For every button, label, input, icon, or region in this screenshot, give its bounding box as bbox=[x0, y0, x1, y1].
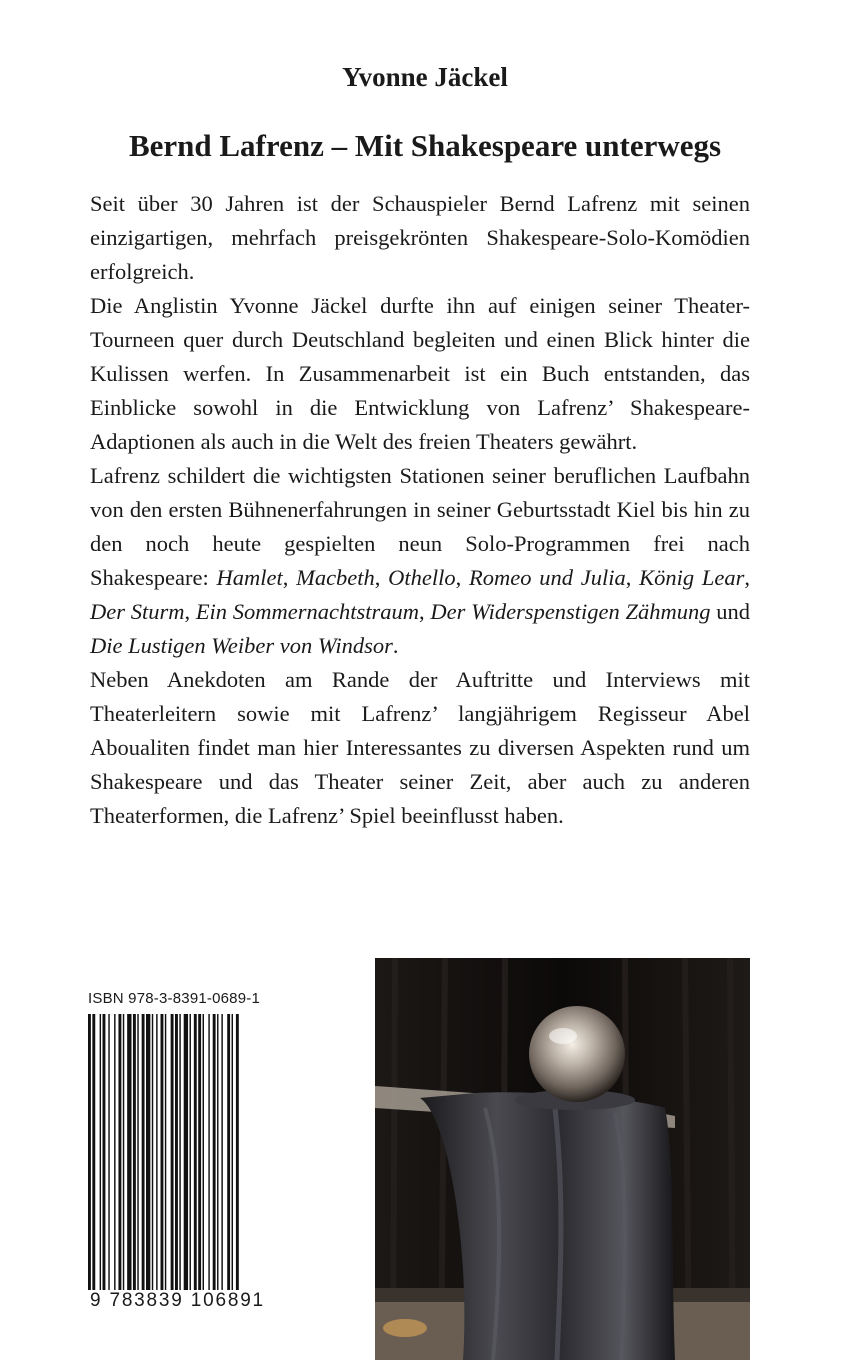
barcode-bar bbox=[127, 1014, 131, 1310]
barcode-bar bbox=[179, 1014, 180, 1310]
barcode-bar bbox=[156, 1014, 157, 1310]
barcode-bar bbox=[152, 1014, 153, 1310]
barcode-bar bbox=[221, 1014, 222, 1310]
stage-photo-illustration bbox=[375, 958, 750, 1360]
separator: , bbox=[184, 599, 196, 624]
barcode-bar bbox=[194, 1014, 197, 1310]
barcode-bar bbox=[123, 1014, 124, 1310]
blurb-paragraph-3 bbox=[90, 459, 750, 663]
play-title: Der Sturm bbox=[90, 599, 185, 624]
barcode-bar bbox=[227, 1014, 230, 1310]
barcode-bar bbox=[236, 1014, 239, 1310]
barcode-bar bbox=[133, 1014, 136, 1310]
barcode-digits: 9 783839 106891 bbox=[88, 1290, 280, 1312]
barcode-bar bbox=[213, 1014, 216, 1310]
play-title: Hamlet bbox=[216, 565, 283, 590]
barcode-bar bbox=[137, 1014, 138, 1310]
blurb-paragraph-3-intro: Lafrenz schildert die wichtigsten Stationen seiner beruflichen Laufbahn von den ersten Bühnenerfahrungen in seiner Geburtsstadt Kiel bis hin zu den noch heute gespielten neun Solo-Programmen frei nach Shakespeare: bbox=[90, 463, 750, 590]
play-title: Ein Sommernachtstraum bbox=[195, 599, 420, 624]
play-title: Der Widerspenstigen Zähmung bbox=[430, 599, 711, 624]
play-title: Romeo und Julia bbox=[469, 565, 626, 590]
barcode-bar bbox=[118, 1014, 121, 1310]
barcode-bar bbox=[161, 1014, 164, 1310]
author-name: Yvonne Jäckel bbox=[342, 62, 508, 92]
barcode-bar bbox=[92, 1014, 95, 1310]
isbn-label: ISBN 978-3-8391-0689-1 bbox=[88, 990, 261, 1007]
barcode-bar bbox=[146, 1014, 150, 1310]
blurb-paragraph-1: Seit über 30 Jahren ist der Schauspieler Bernd Lafrenz mit seinen einzigartigen, mehrfach preisgekrönten Shakespeare-Solo-Komödien erfolgreich. bbox=[90, 191, 750, 284]
play-title: Macbeth bbox=[296, 565, 375, 590]
barcode-bar bbox=[175, 1014, 178, 1310]
barcode-bar bbox=[198, 1014, 201, 1310]
barcode-bar bbox=[114, 1014, 115, 1310]
barcode-bar bbox=[203, 1014, 204, 1310]
barcode-bar bbox=[208, 1014, 209, 1310]
blurb-paragraph-2: Die Anglistin Yvonne Jäckel durfte ihn auf einigen seiner Theater-Tourneen quer durch Deutschland begleiten und einen Blick hinter die Kulissen werfen. In Zusammenarbeit ist ein Buch entstanden, das Einblicke sowohl in die Entwicklung von Lafrenz’ Shakespeare-Adaptionen als auch in die Welt des freien Theaters gewährt. bbox=[90, 293, 750, 454]
separator: , bbox=[744, 565, 751, 590]
separator: , bbox=[625, 565, 640, 590]
book-title: Bernd Lafrenz – Mit Shakespeare unterwegs bbox=[128, 128, 722, 163]
separator: , bbox=[282, 565, 297, 590]
barcode-bar bbox=[190, 1014, 191, 1310]
separator: , bbox=[419, 599, 431, 624]
blurb-text bbox=[90, 187, 750, 833]
separator: , bbox=[374, 565, 389, 590]
separator: . bbox=[392, 633, 399, 658]
play-title: König Lear bbox=[639, 565, 745, 590]
play-title: Die Lustigen Weiber von Windsor bbox=[90, 633, 393, 658]
play-title: Othello bbox=[388, 565, 456, 590]
barcode-bar bbox=[142, 1014, 145, 1310]
separator: und bbox=[710, 599, 750, 624]
barcode-bar bbox=[88, 1014, 91, 1310]
barcode-bar bbox=[184, 1014, 188, 1310]
barcode-bar bbox=[171, 1014, 174, 1310]
barcode-bar bbox=[108, 1014, 109, 1310]
barcode-bar bbox=[232, 1014, 233, 1310]
stage-photo bbox=[375, 958, 750, 1360]
barcode-bar bbox=[217, 1014, 218, 1310]
barcode-bar bbox=[100, 1014, 101, 1310]
barcode bbox=[88, 1014, 274, 1310]
barcode-bar bbox=[103, 1014, 106, 1310]
separator: , bbox=[455, 565, 470, 590]
barcode-bar bbox=[165, 1014, 166, 1310]
blurb-paragraph-4: Neben Anekdoten am Rande der Auftritte und Interviews mit Theaterleitern sowie mit Lafrenz’ langjährigem Regisseur Abel Aboualiten findet man hier Interessantes zu diversen Aspekten rund um Shakespeare und das Theater seiner Zeit, aber auch zu anderen Theaterformen, die Lafrenz’ Spiel beeinflusst haben. bbox=[90, 667, 750, 828]
